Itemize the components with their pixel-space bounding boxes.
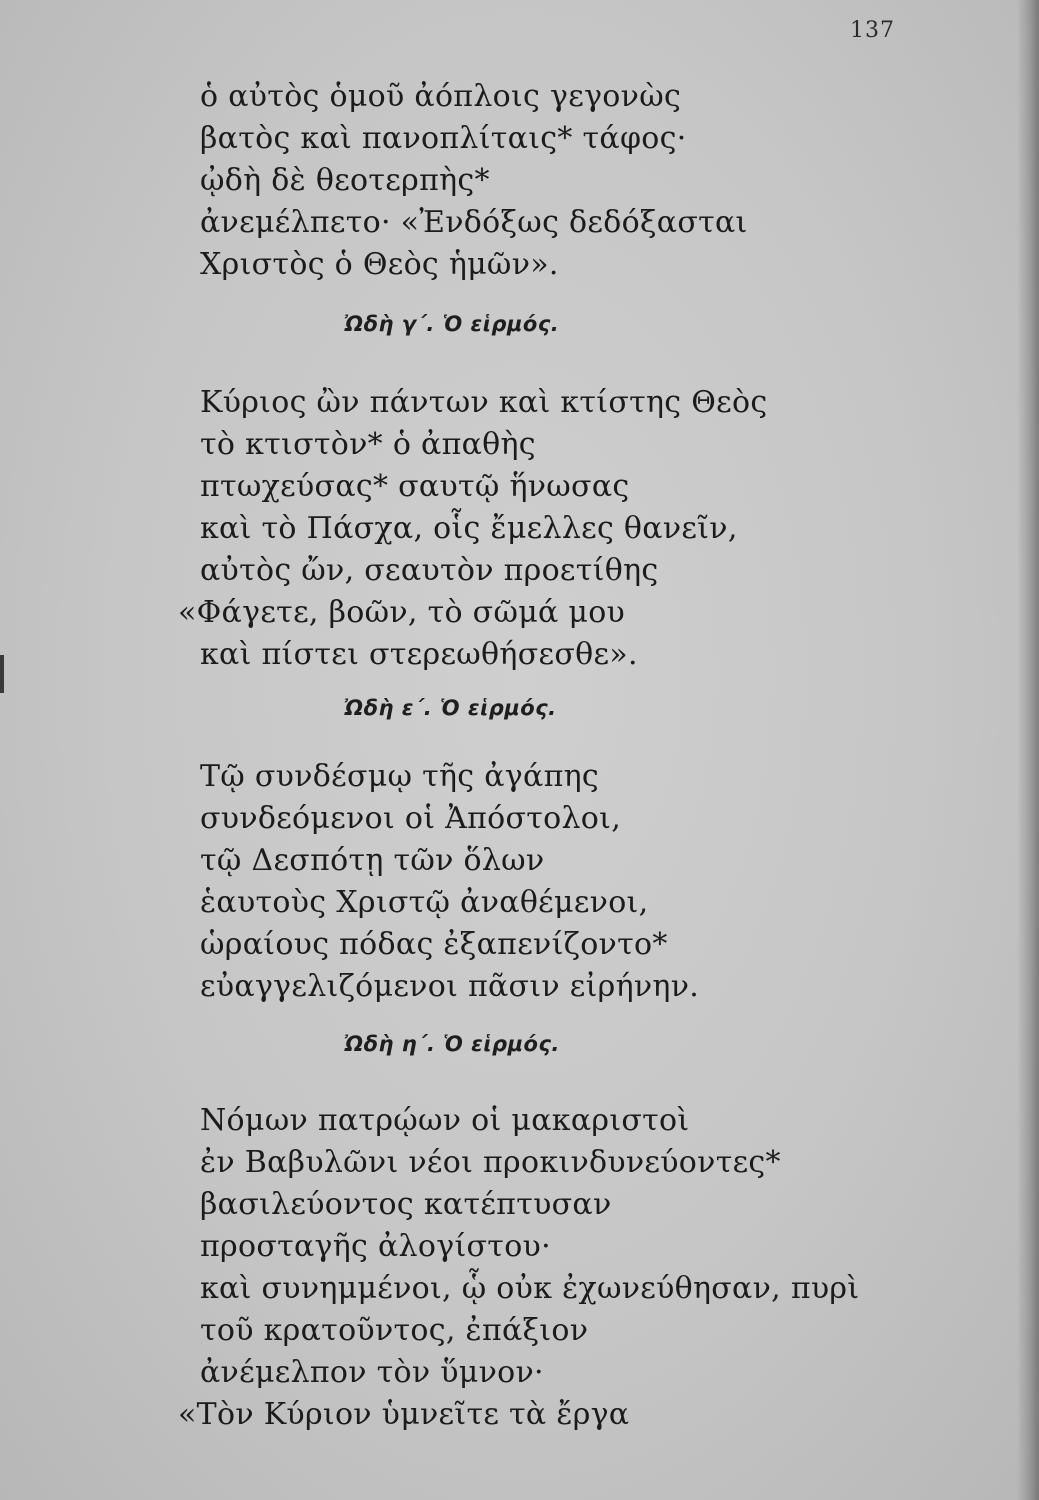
verse-line: «Τὸν Κύριον ὑμνεῖτε τὰ ἔργα [178,1397,630,1432]
ode-3-heading: Ὠδὴ γ΄. Ὁ εἱρμός. [344,312,560,336]
verse-block-ode-3 [178,382,768,676]
verse-line: Κύριος ὢν πάντων καὶ κτίστης Θεὸς [200,385,768,420]
verse-line: βασιλεύοντος κατέπτυσαν [200,1187,612,1222]
verse-line: πτωχεύσας* σαυτῷ ἥνωσας [200,469,630,504]
verse-line: καὶ συνημμένοι, ᾧ οὐκ ἐχωνεύθησαν, πυρὶ [200,1271,860,1306]
verse-line: ὡραίους πόδας ἐξαπενίζοντο* [200,927,668,962]
verse-line: τοῦ κρατοῦντος, ἐπάξιον [200,1313,589,1348]
verse-block-continuation [200,76,748,286]
edge-mark [0,655,4,693]
verse-block-ode-5 [200,756,699,1008]
verse-line: συνδεόμενοι οἱ Ἀπόστολοι, [200,801,622,836]
verse-line: καὶ τὸ Πάσχα, οἷς ἔμελλες θανεῖν, [200,511,738,546]
verse-line: ἑαυτοὺς Χριστῷ ἀναθέμενοι, [200,885,649,920]
ode-5-heading: Ὠδὴ ε΄. Ὁ εἱρμός. [344,696,557,720]
verse-line: Τῷ συνδέσμῳ τῆς ἀγάπης [200,759,599,794]
verse-line: προσταγῆς ἀλογίστου· [200,1229,551,1264]
verse-line: Νόμων πατρῴων οἱ μακαριστοὶ [200,1103,690,1138]
verse-line: αὐτὸς ὤν, σεαυτὸν προετίθης [200,553,659,588]
verse-line: «Φάγετε, βοῶν, τὸ σῶμά μου [178,595,626,630]
verse-block-ode-8 [178,1100,860,1436]
verse-line: τὸ κτιστὸν* ὁ ἀπαθὴς [200,427,536,462]
verse-line: καὶ πίστει στερεωθήσεσθε». [200,637,638,672]
verse-line: ᾠδὴ δὲ θεοτερπὴς* [200,163,490,198]
verse-line: ὁ αὐτὸς ὁμοῦ ἀόπλοις γεγονὼς [200,79,682,114]
verse-line: ἀνέμελπον τὸν ὕμνον· [200,1355,544,1390]
verse-line: τῷ Δεσπότῃ τῶν ὅλων [200,843,545,878]
spine-shadow [1017,0,1039,1500]
verse-line: ἐν Βαβυλῶνι νέοι προκινδυνεύοντες* [200,1145,781,1180]
verse-line: ἀνεμέλπετο· «Ἐνδόξως δεδόξασται [200,205,748,240]
verse-line: βατὸς καὶ πανοπλίταις* τάφος· [200,121,687,156]
verse-line: Χριστὸς ὁ Θεὸς ἡμῶν». [200,247,559,282]
page-number: 137 [850,18,895,43]
ode-8-heading: Ὠδὴ η΄. Ὁ εἱρμός. [344,1032,560,1056]
verse-line: εὐαγγελιζόμενοι πᾶσιν εἰρήνην. [200,969,700,1004]
